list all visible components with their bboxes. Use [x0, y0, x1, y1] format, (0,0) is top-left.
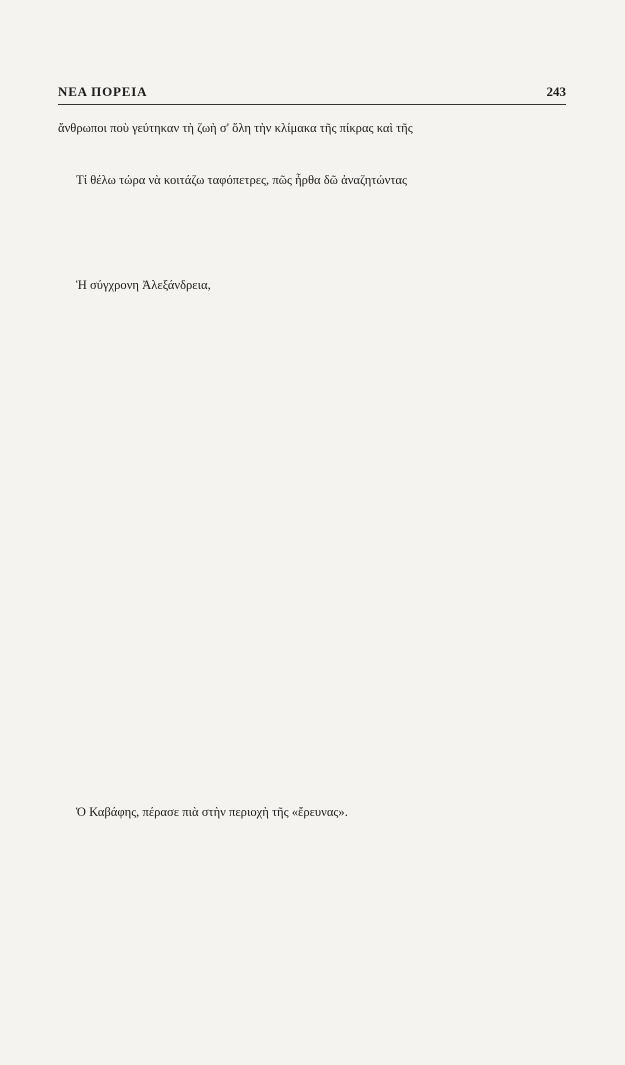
text-line: [58, 694, 566, 711]
text-line: [58, 416, 566, 433]
text-line: [58, 363, 566, 380]
text-line: [58, 856, 566, 873]
text-line: [58, 642, 566, 659]
text-line: [58, 822, 566, 839]
text-line: [58, 624, 566, 641]
text-line: [58, 137, 566, 154]
text-line: [58, 590, 566, 607]
text-line: [58, 242, 566, 259]
text-line: [58, 926, 566, 943]
text-line: [58, 996, 566, 1013]
text-line: [58, 943, 566, 960]
text-line: [58, 155, 566, 172]
text-line: [58, 839, 566, 856]
text-line: [58, 537, 566, 554]
text-line: [58, 711, 566, 728]
text-line: [58, 450, 566, 467]
text-line: [58, 346, 566, 363]
text-line: Ὁ Καβάφης, πέρασε πιὰ στὴν περιοχὴ τῆς «ἔρευνας».: [76, 805, 348, 820]
text-line: [58, 259, 566, 276]
text-line: [58, 207, 566, 224]
text-line: [58, 224, 566, 241]
text-line: Τί θέλω τώρα νὰ κοιτάζω ταφόπετρες, πῶς ἦρθα δῶ ἀναζητώντας: [76, 173, 408, 188]
text-line: [58, 1048, 566, 1065]
text-line: [58, 659, 566, 676]
text-line: [58, 746, 566, 763]
text-line: [58, 468, 566, 485]
text-line: [58, 891, 566, 908]
running-header: [58, 84, 566, 105]
text-line: [58, 978, 566, 995]
text-line: [58, 1013, 566, 1030]
text-line: [58, 190, 566, 207]
text-line: [58, 329, 566, 346]
text-line: [58, 781, 566, 798]
text-line: [58, 485, 566, 502]
text-line: [58, 607, 566, 624]
running-title: ΝΕΑ ΠΟΡΕΙΑ: [58, 84, 148, 99]
text-line: [58, 381, 566, 398]
body-text: [58, 120, 566, 1065]
text-line: [58, 433, 566, 450]
text-line: [58, 311, 566, 328]
text-line: [58, 677, 566, 694]
text-line: [58, 572, 566, 589]
text-line: [58, 961, 566, 978]
text-line: ἄνθρωποι ποὺ γεύτηκαν τὴ ζωὴ σ' ὅλη τὴν κλίμακα τῆς πίκρας καὶ τῆς: [58, 121, 413, 135]
page-number: 243: [546, 84, 566, 99]
text-line: [58, 763, 566, 780]
text-line: [58, 729, 566, 746]
text-line: Ἡ σύγχρονη Ἀλεξάνδρεια,: [76, 277, 211, 292]
text-line: [58, 909, 566, 926]
text-line: [58, 555, 566, 572]
text-line: [58, 294, 566, 311]
text-line: [58, 1030, 566, 1047]
text-line: [58, 398, 566, 415]
text-line: [58, 520, 566, 537]
text-line: [58, 503, 566, 520]
text-line: [58, 874, 566, 891]
